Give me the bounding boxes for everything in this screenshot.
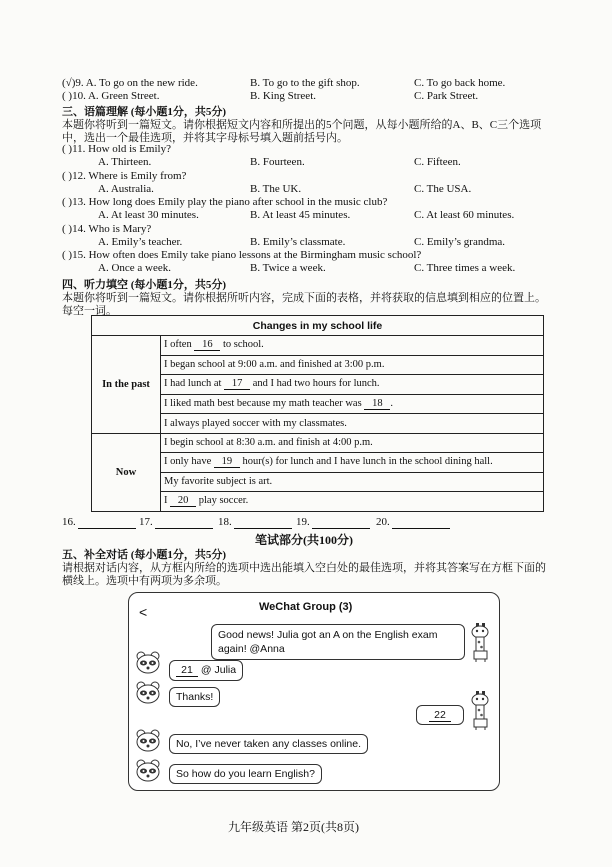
section5-title: 五、补全对话 (每小题1分，共5分) [62, 549, 227, 561]
option-a: A. At least 30 minutes. [98, 209, 199, 221]
answer-blank-20[interactable] [376, 516, 450, 529]
chat-message-3: Thanks! [169, 687, 220, 707]
blank-21: 21 [176, 664, 198, 677]
table-row [161, 355, 544, 375]
option-b: B. Emily’s classmate. [250, 235, 346, 248]
question-14: ( )14. Who is Mary? [62, 222, 152, 235]
chat-message-5: No, I’ve never taken any classes online. [169, 734, 368, 754]
row-text: I only have [164, 456, 214, 468]
raccoon-avatar-icon [135, 759, 161, 783]
blank-17: 17 [224, 378, 250, 390]
row-text: I liked math best because my math teacher was [164, 397, 365, 409]
blank-16: 16 [194, 339, 220, 351]
table-row [161, 433, 544, 453]
section4-instruction-2: 每空一词。 [62, 305, 117, 317]
q9-option-b: B. To go to the gift shop. [250, 77, 360, 89]
chat-message-2 [169, 660, 243, 681]
raccoon-avatar-icon [135, 681, 161, 705]
answer-number: 17. [139, 516, 153, 528]
row-text: My favorite subject is art. [164, 476, 273, 488]
row-text: I began school at 9:00 a.m. and finished at 3:00 p.m. [164, 359, 385, 371]
option-c: C. Fifteen. [414, 156, 461, 168]
section5-instruction-2: 横线上。选项中有两项为多余项。 [62, 575, 227, 587]
answer-blank-17[interactable] [139, 516, 213, 529]
table-title: Changes in my school life [92, 316, 544, 336]
option-b: B. Fourteen. [250, 156, 305, 168]
table-row [161, 414, 544, 434]
blank-20: 20 [170, 495, 196, 507]
row-text: I often [164, 339, 195, 351]
section4-title: 四、听力填空 (每小题1分，共5分) [62, 279, 227, 291]
question-12: ( )12. Where is Emily from? [62, 169, 187, 182]
row-text-after-blank: . [390, 397, 393, 409]
answer-line[interactable] [234, 516, 292, 529]
chat-title: WeChat Group (3) [259, 601, 353, 613]
chat-message-2-text: @ Julia [198, 664, 237, 676]
page-footer: 九年级英语 第2页(共8页) [228, 820, 359, 834]
raccoon-avatar-icon [135, 729, 161, 753]
row-text-after-blank: and I had two hours for lunch. [250, 378, 380, 390]
answer-line[interactable] [312, 516, 370, 529]
table-row [161, 375, 544, 395]
row-text-after-blank: hour(s) for lunch and I have lunch in the school dining hall. [239, 456, 493, 468]
q9-option-c: C. To go back home. [414, 77, 506, 89]
wechat-dialog-box [128, 592, 500, 791]
section3-title: 三、语篇理解 (每小题1分，共5分) [62, 106, 227, 118]
chat-message-6: So how do you learn English? [169, 764, 322, 784]
written-section-header: 笔试部分(共100分) [255, 533, 353, 547]
answer-blank-16[interactable] [62, 516, 136, 529]
answer-blank-18[interactable] [218, 516, 292, 529]
raccoon-avatar-icon [135, 651, 161, 675]
answer-number: 19. [296, 516, 310, 528]
blank-18: 18 [364, 398, 390, 410]
question-15: ( )15. How often does Emily take piano lessons at the Birmingham music school? [62, 249, 422, 261]
row-text: I begin school at 8:30 a.m. and finish at 4:00 p.m. [164, 437, 373, 449]
q9-text: (√)9. A. To go on the new ride. [62, 77, 198, 89]
giraffe-avatar-icon [466, 621, 494, 663]
back-arrow-icon: < [139, 604, 148, 620]
option-c: C. Emily’s grandma. [414, 235, 506, 248]
question-13: ( )13. How long does Emily play the piano after school in the music club? [62, 196, 388, 208]
section3-instruction-2: 中，选出一个最佳选项，并将其字母标号填入题前括号内。 [62, 132, 348, 144]
table-row [161, 394, 544, 414]
row-text-after-blank: play soccer. [196, 495, 249, 507]
row-text: I always played soccer with my classmates. [164, 417, 347, 429]
section5-instruction-1: 请根据对话内容，从方框内所给的选项中选出能填入空白处的最佳选项，并将其答案写在方框下面的 [62, 562, 546, 574]
q10-option-c: C. Park Street. [414, 90, 479, 102]
option-b: B. The UK. [250, 182, 302, 195]
option-a: A. Once a week. [98, 262, 171, 274]
option-a: A. Emily’s teacher. [98, 235, 183, 248]
section4-instruction-1: 本题你将听到一篇短文。请你根据所听内容，完成下面的表格，并将获取的信息填到相应的位置上。 [62, 292, 546, 304]
row-text: I had lunch at [164, 378, 225, 390]
q10-text: ( )10. A. Green Street. [62, 90, 160, 102]
answer-number: 16. [62, 516, 76, 528]
option-b: B. At least 45 minutes. [250, 209, 351, 221]
answer-number: 20. [376, 516, 390, 528]
q10-option-b: B. King Street. [250, 90, 316, 102]
option-c: C. At least 60 minutes. [414, 209, 515, 221]
table-row [161, 336, 544, 356]
giraffe-avatar-icon [466, 689, 494, 731]
option-a: A. Australia. [98, 182, 154, 195]
table-row [161, 453, 544, 473]
chat-message-1-line-1: Good news! Julia got an A on the English exam [218, 629, 438, 641]
section3-instruction-1: 本题你将听到一篇短文。请你根据短文内容和所提出的5个问题，从每小题所给的A、B、C三个选项 [62, 119, 542, 131]
option-c: C. Three times a week. [414, 262, 516, 274]
chat-message-1-line-2: again! @Anna [218, 643, 285, 655]
blank-19: 19 [214, 456, 240, 468]
blank-22: 22 [429, 709, 451, 722]
option-b: B. Twice a week. [250, 262, 326, 274]
option-a: A. Thirteen. [98, 156, 152, 168]
answer-line[interactable] [155, 516, 213, 529]
answer-line[interactable] [78, 516, 136, 529]
past-label: In the past [92, 336, 161, 434]
row-text: I [164, 495, 171, 507]
table-row [161, 492, 544, 512]
row-text-after-blank: to school. [220, 339, 264, 351]
chat-message-4 [416, 705, 464, 725]
answer-blank-19[interactable] [296, 516, 370, 529]
table-row [161, 472, 544, 492]
answer-line[interactable] [392, 516, 450, 529]
question-11: ( )11. How old is Emily? [62, 143, 171, 155]
chat-message-1 [211, 624, 465, 660]
answer-number: 18. [218, 516, 232, 528]
option-c: C. The USA. [414, 182, 472, 195]
now-label: Now [92, 433, 161, 511]
changes-table [91, 315, 544, 512]
